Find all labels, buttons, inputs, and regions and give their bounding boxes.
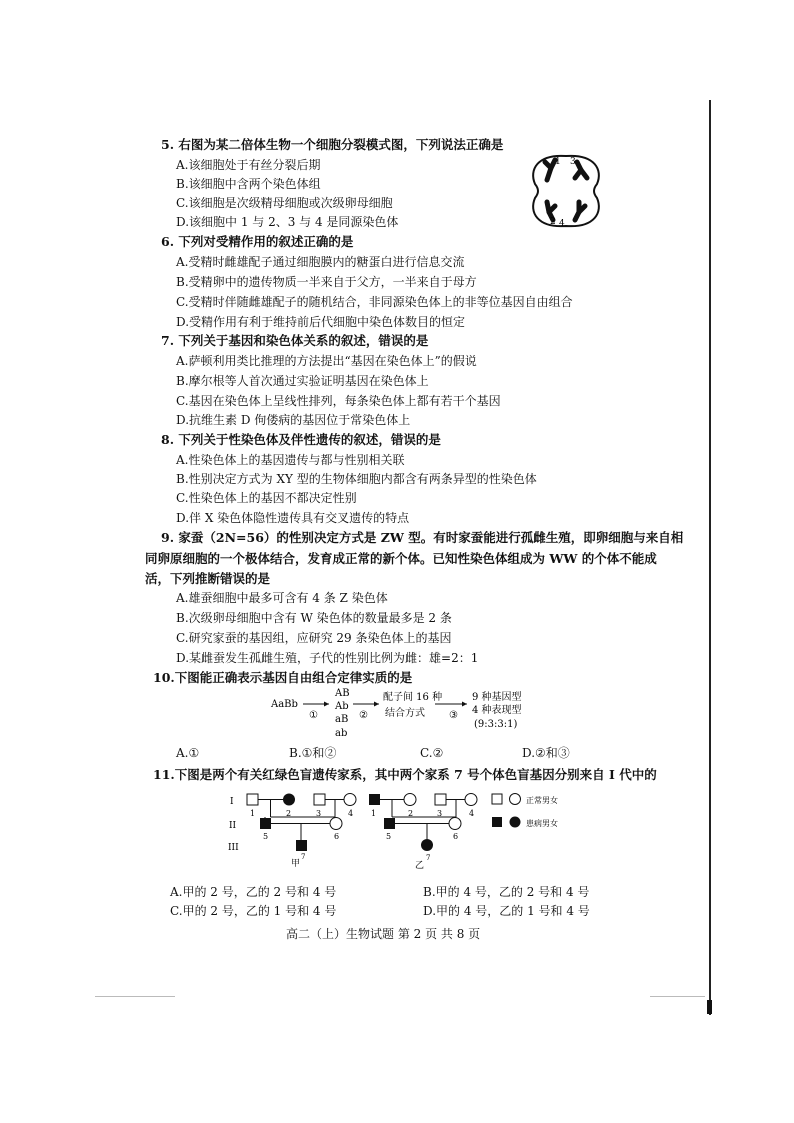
jia-i4-normal-female bbox=[344, 794, 356, 806]
jia-id-3: 3 bbox=[316, 809, 322, 818]
generation-label-2: II bbox=[229, 821, 237, 831]
q5-stem: 5. 右图为某二倍体生物一个细胞分裂模式图，下列说法正确是 bbox=[161, 137, 504, 152]
yi-id-6: 6 bbox=[453, 832, 459, 841]
q9-stem-line-2: 同卵原细胞的一个极体结合，发育成正常的新个体。已知性染色体组成为 WW 的个体不能成 bbox=[145, 551, 657, 566]
jia-id-5: 5 bbox=[263, 832, 269, 841]
q7-option-d: D.抗维生素 D 佝偻病的基因位于常染色体上 bbox=[176, 413, 411, 427]
q11-option-c: C.甲的 2 号，乙的 1 号和 4 号 bbox=[170, 904, 337, 918]
q9-option-a: A.雄蚕细胞中最多可含有 4 条 Z 染色体 bbox=[176, 591, 388, 605]
q5-option-d: D.该细胞中 1 与 2、3 与 4 是同源染色体 bbox=[176, 215, 399, 229]
q10-gamete-ab-mixed: Ab bbox=[335, 701, 349, 712]
q10-parent-genotype: AaBb bbox=[271, 699, 298, 710]
q6-stem: 6. 下列对受精作用的叙述正确的是 bbox=[161, 234, 354, 249]
family-yi-label: 乙 bbox=[415, 861, 425, 871]
jia-id-7: 7 bbox=[301, 853, 306, 861]
q5-option-b: B.该细胞中含两个染色体组 bbox=[176, 177, 321, 191]
jia-i1-normal-male bbox=[247, 794, 258, 805]
generation-label-3: III bbox=[228, 843, 239, 853]
free-combination-flow-diagram bbox=[265, 686, 545, 744]
q10-gamete-ab-lower-mixed: aB bbox=[335, 714, 349, 725]
jia-id-1: 1 bbox=[250, 809, 256, 818]
q10-step-2: ② bbox=[359, 710, 368, 721]
q8-stem: 8. 下列关于性染色体及伴性遗传的叙述，错误的是 bbox=[161, 432, 441, 447]
q10-stem: 10.下图能正确表示基因自由组合定律实质的是 bbox=[153, 670, 413, 685]
yi-i1-affected-male bbox=[369, 794, 380, 805]
q10-step-1: ① bbox=[309, 710, 318, 721]
chromosome-label-1: 1 bbox=[555, 157, 561, 167]
q9-option-b: B.次级卵母细胞中含有 W 染色体的数量最多是 2 条 bbox=[176, 611, 452, 625]
jia-i2-affected-female bbox=[283, 794, 295, 806]
q11-option-d: D.甲的 4 号，乙的 1 号和 4 号 bbox=[423, 904, 590, 918]
q11-option-b: B.甲的 4 号，乙的 2 号和 4 号 bbox=[423, 885, 590, 899]
jia-ii5-affected-male bbox=[260, 818, 271, 829]
yi-id-1: 1 bbox=[371, 809, 377, 818]
family-jia-label: 甲 bbox=[291, 859, 301, 869]
legend-normal-female-icon bbox=[510, 794, 521, 805]
q8-option-c: C.性染色体上的基因不都决定性别 bbox=[176, 491, 357, 505]
scan-dash-right bbox=[650, 996, 705, 997]
q10-option-c: C.② bbox=[420, 746, 444, 760]
chromosome-label-4: 4 bbox=[559, 219, 565, 229]
q7-option-b: B.摩尔根等人首次通过实验证明基因在染色体上 bbox=[176, 374, 429, 388]
yi-ii6-normal-female bbox=[449, 818, 461, 830]
jia-id-2: 2 bbox=[286, 809, 292, 818]
q8-option-b: B.性别决定方式为 XY 型的生物体细胞内都含有两条异型的性染色体 bbox=[176, 472, 537, 486]
chromosome-label-3: 3 bbox=[570, 157, 576, 167]
cell-division-figure bbox=[525, 150, 607, 232]
jia-ii6-normal-female bbox=[330, 818, 342, 830]
jia-id-4: 4 bbox=[348, 809, 354, 818]
jia-i3-normal-male bbox=[314, 794, 325, 805]
yi-i4-normal-female bbox=[465, 794, 477, 806]
q9-option-d: D.某雌蚕发生孤雌生殖，子代的性别比例为雌：雄=2：1 bbox=[176, 651, 479, 665]
q6-option-d: D.受精作用有利于维持前后代细胞中染色体数目的恒定 bbox=[176, 315, 466, 329]
q10-result-line-2: 4 种表现型 bbox=[472, 705, 522, 716]
q10-combination-line-2: 结合方式 bbox=[385, 708, 425, 719]
scan-edge-mark bbox=[707, 1000, 712, 1014]
scan-dash-left bbox=[95, 996, 175, 997]
q7-option-c: C.基因在染色体上呈线性排列，每条染色体上都有若干个基因 bbox=[176, 394, 501, 408]
jia-iii7-affected-male bbox=[296, 840, 307, 851]
q10-option-b: B.①和② bbox=[289, 746, 337, 760]
legend-normal-label: 正常男女 bbox=[526, 796, 558, 805]
yi-id-7: 7 bbox=[426, 854, 431, 862]
legend-affected-male-icon bbox=[492, 817, 502, 827]
q7-stem: 7. 下列关于基因和染色体关系的叙述，错误的是 bbox=[161, 333, 429, 348]
q6-option-c: C.受精时伴随雌雄配子的随机结合，非同源染色体上的非等位基因自由组合 bbox=[176, 295, 573, 309]
q10-option-a: A.① bbox=[176, 746, 200, 760]
q5-option-a: A.该细胞处于有丝分裂后期 bbox=[176, 158, 321, 172]
q10-option-d: D.②和③ bbox=[522, 746, 570, 760]
q10-step-3: ③ bbox=[449, 710, 458, 721]
q9-option-c: C.研究家蚕的基因组，应研究 29 条染色体上的基因 bbox=[176, 631, 452, 645]
q6-option-a: A.受精时雌雄配子通过细胞膜内的糖蛋白进行信息交流 bbox=[176, 255, 465, 269]
q10-result-line-3: (9:3:3:1) bbox=[474, 719, 518, 730]
yi-id-4: 4 bbox=[469, 809, 475, 818]
q5-option-c: C.该细胞是次级精母细胞或次级卵母细胞 bbox=[176, 196, 393, 210]
q10-gamete-ab-lower: ab bbox=[335, 728, 348, 739]
yi-id-2: 2 bbox=[408, 809, 414, 818]
q10-combination-line-1: 配子间 16 种 bbox=[383, 692, 443, 703]
jia-id-6: 6 bbox=[334, 832, 340, 841]
yi-iii7-affected-female bbox=[421, 839, 433, 851]
legend-normal-male-icon bbox=[492, 794, 502, 804]
q11-option-a: A.甲的 2 号，乙的 2 号和 4 号 bbox=[170, 885, 337, 899]
yi-id-3: 3 bbox=[437, 809, 443, 818]
yi-ii5-affected-male bbox=[384, 818, 395, 829]
page-footer: 高二（上）生物试题 第 2 页 共 8 页 bbox=[286, 927, 481, 941]
q10-result-line-1: 9 种基因型 bbox=[472, 692, 522, 703]
q6-option-b: B.受精卵中的遗传物质一半来自于父方，一半来自于母方 bbox=[176, 275, 477, 289]
q8-option-a: A.性染色体上的基因遗传与都与性别相关联 bbox=[176, 453, 405, 467]
scan-margin-rule bbox=[709, 100, 711, 1015]
legend-affected-female-icon bbox=[510, 817, 521, 828]
generation-label-1: I bbox=[230, 797, 234, 807]
q9-stem-line-1: 9. 家蚕（2N=56）的性别决定方式是 ZW 型。有时家蚕能进行孤雌生殖，即卵细胞与来自相 bbox=[161, 530, 684, 545]
yi-i2-normal-female bbox=[404, 794, 416, 806]
q10-gamete-ab-upper: AB bbox=[335, 688, 350, 699]
legend-affected-label: 患病男女 bbox=[526, 819, 558, 828]
chromosome-label-2: 2 bbox=[550, 217, 556, 227]
yi-i3-normal-male bbox=[435, 794, 446, 805]
yi-id-5: 5 bbox=[386, 832, 392, 841]
q9-stem-line-3: 活，下列推断错误的是 bbox=[145, 571, 271, 586]
q11-stem: 11.下图是两个有关红绿色盲遗传家系，其中两个家系 7 号个体色盲基因分别来自 I 代中的 bbox=[153, 767, 657, 782]
pedigree-diagram bbox=[225, 786, 570, 876]
q7-option-a: A.萨顿利用类比推理的方法提出“基因在染色体上”的假说 bbox=[176, 354, 477, 368]
q8-option-d: D.伴 X 染色体隐性遗传具有交叉遗传的特点 bbox=[176, 511, 410, 525]
